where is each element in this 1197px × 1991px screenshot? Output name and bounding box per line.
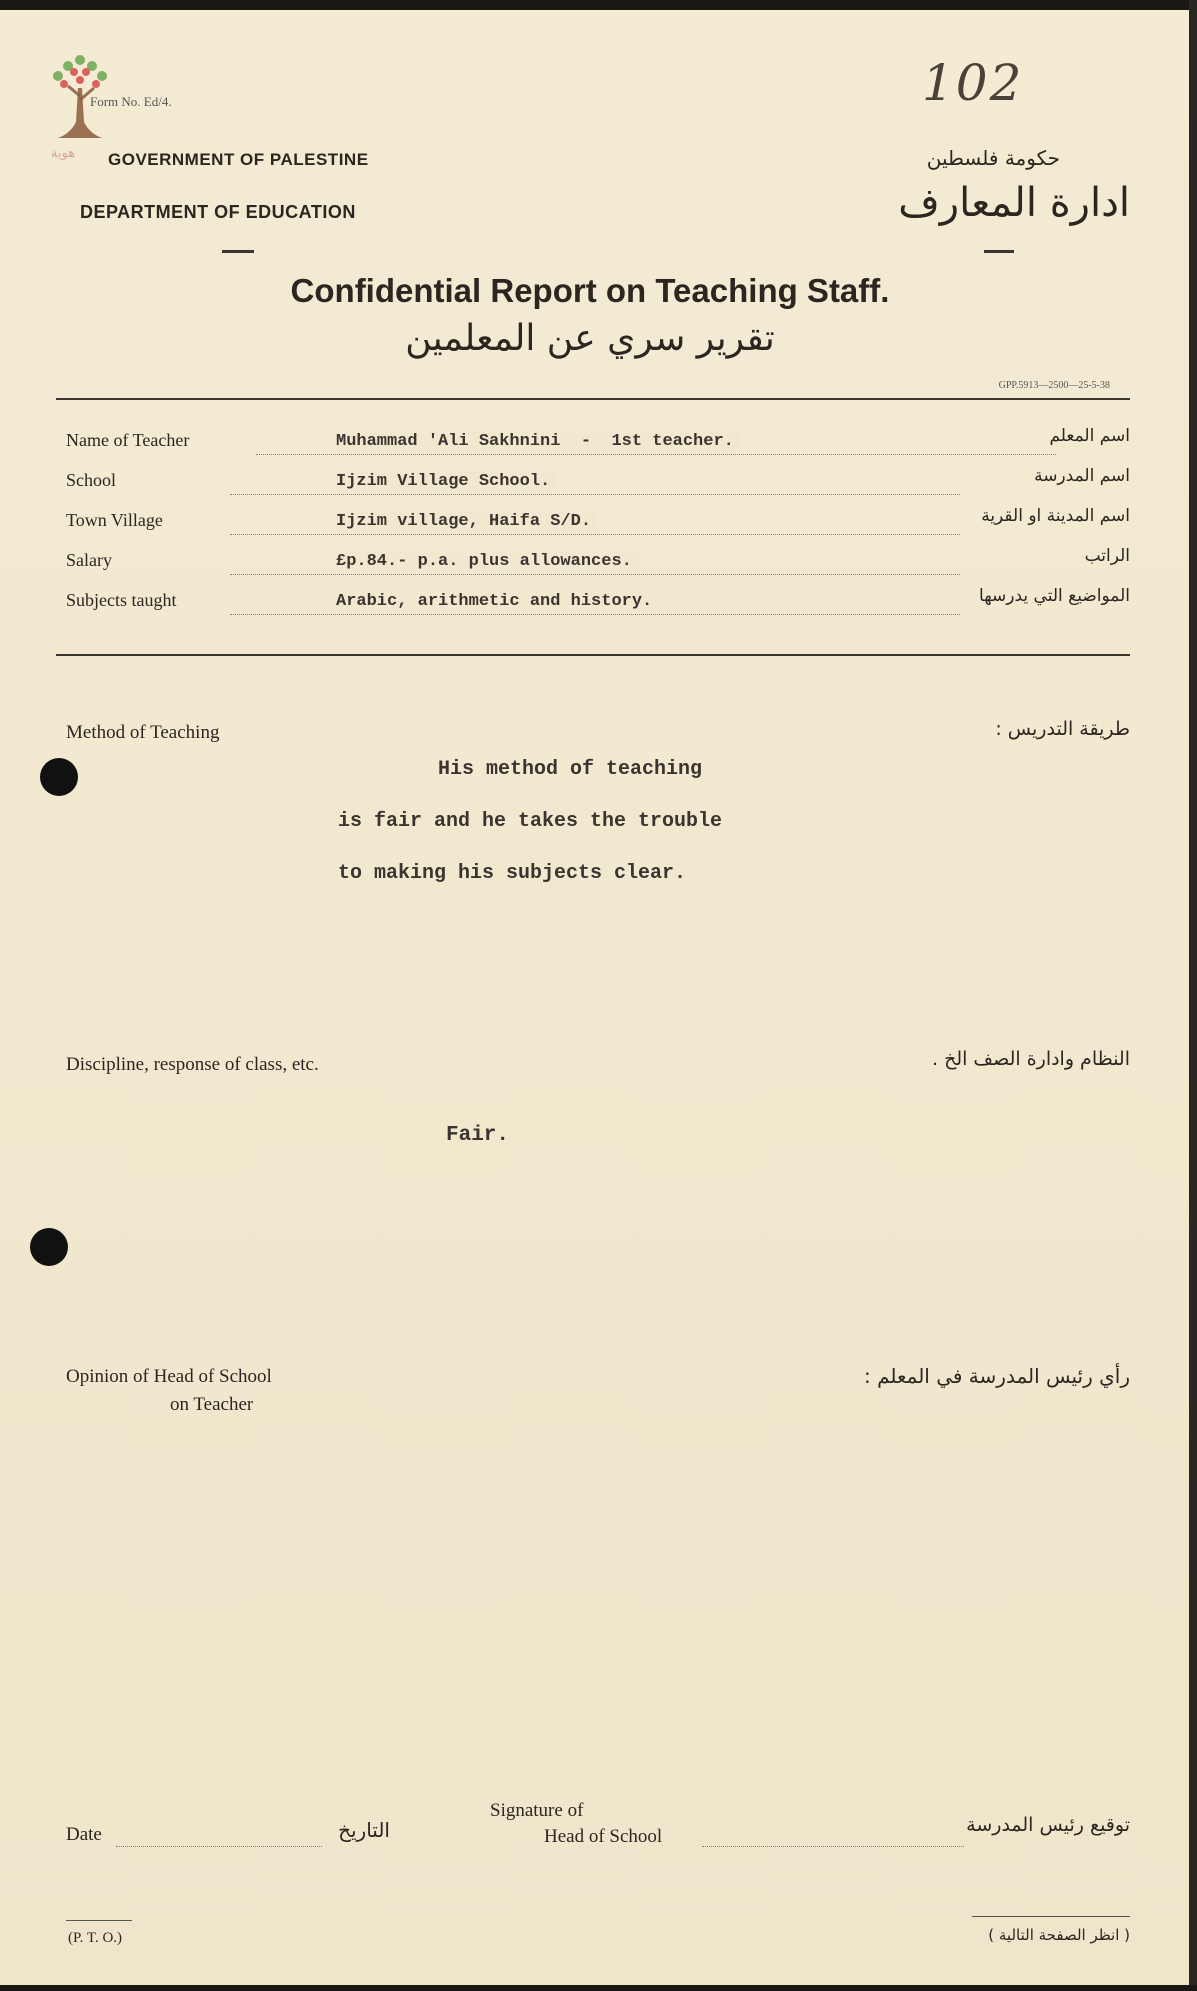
field-label-ar: اسم المدينة او القرية — [981, 506, 1130, 526]
header-dash-right — [984, 250, 1014, 253]
scan-edge-bottom — [0, 1985, 1197, 1991]
pto-en: (P. T. O.) — [68, 1930, 123, 1946]
pto-ar: ( انظر الصفحة التالية ) — [988, 1926, 1130, 1944]
report-title-en: Confidential Report on Teaching Staff. — [290, 272, 890, 309]
field-value: Muhammad 'Ali Sakhnini - 1st teacher. — [336, 432, 740, 451]
field-label-en: Salary — [66, 550, 112, 570]
fields-bottom-rule — [56, 654, 1130, 656]
field-leader — [256, 454, 1056, 455]
date-leader — [116, 1846, 322, 1847]
method-line-3: to making his subjects clear. — [338, 862, 687, 885]
punch-hole-bottom — [30, 1228, 68, 1266]
signature-label-ar: توقيع رئيس المدرسة — [966, 1814, 1130, 1836]
pto-en-rule — [66, 1920, 132, 1921]
field-label-en: Name of Teacher — [66, 430, 190, 450]
pto-ar-rule — [972, 1916, 1130, 1917]
discipline-value: Fair. — [446, 1124, 510, 1147]
field-label-ar: الراتب — [1084, 546, 1130, 566]
date-label-ar: التاريخ — [338, 1818, 390, 1842]
method-label-en: Method of Teaching — [66, 722, 220, 743]
government-title-ar: حكومة فلسطين — [926, 146, 1060, 170]
report-title-ar: تقرير سري عن المعلمين — [405, 318, 775, 359]
field-label-en: Subjects taught — [66, 590, 177, 610]
department-title-en: DEPARTMENT OF EDUCATION — [80, 202, 356, 222]
opinion-label-en-1: Opinion of Head of School — [66, 1366, 272, 1387]
field-leader — [230, 534, 960, 535]
print-code: GPP.5913—2500—25-5-38 — [998, 380, 1110, 391]
field-label-ar: اسم المدرسة — [1034, 466, 1130, 486]
field-label-en: School — [66, 470, 117, 490]
opinion-label-ar: رأي رئيس المدرسة في المعلم : — [863, 1364, 1130, 1388]
field-value: Ijzim village, Haifa S/D. — [336, 512, 597, 531]
method-line-2: is fair and he takes the trouble — [338, 810, 723, 833]
watermark-logo-text: هوية — [50, 146, 76, 161]
signature-label-en-1: Signature of — [490, 1800, 584, 1821]
signature-label-en-2: Head of School — [544, 1826, 663, 1847]
field-leader — [230, 494, 960, 495]
field-value: £p.84.- p.a. plus allowances. — [336, 552, 638, 571]
field-label-en: Town Village — [66, 510, 163, 530]
field-leader — [230, 614, 960, 615]
field-value: Arabic, arithmetic and history. — [336, 592, 658, 611]
field-value: Ijzim Village School. — [336, 472, 556, 491]
opinion-label-en-2: on Teacher — [170, 1394, 254, 1415]
scan-edge-top — [0, 0, 1197, 10]
fields-top-rule — [56, 398, 1130, 400]
punch-hole-top — [40, 758, 78, 796]
department-title-ar: ادارة المعارف — [898, 180, 1130, 226]
header-dash-left — [222, 250, 254, 253]
handwritten-page-number: 102 — [922, 54, 1024, 112]
method-line-1: His method of teaching — [438, 758, 703, 781]
form-number: Form No. Ed/4. — [90, 94, 172, 109]
signature-leader — [702, 1846, 964, 1847]
discipline-label-ar: النظام وادارة الصف الخ . — [931, 1048, 1130, 1070]
method-label-ar: طريقة التدريس : — [995, 718, 1130, 740]
date-label-en: Date — [66, 1824, 102, 1845]
discipline-label-en: Discipline, response of class, etc. — [66, 1054, 319, 1075]
field-label-ar: اسم المعلم — [1049, 426, 1130, 446]
government-title-en: GOVERNMENT OF PALESTINE — [108, 150, 369, 169]
field-label-ar: المواضيع التي يدرسها — [979, 586, 1130, 606]
scan-edge-right — [1189, 0, 1197, 1991]
field-leader — [230, 574, 960, 575]
